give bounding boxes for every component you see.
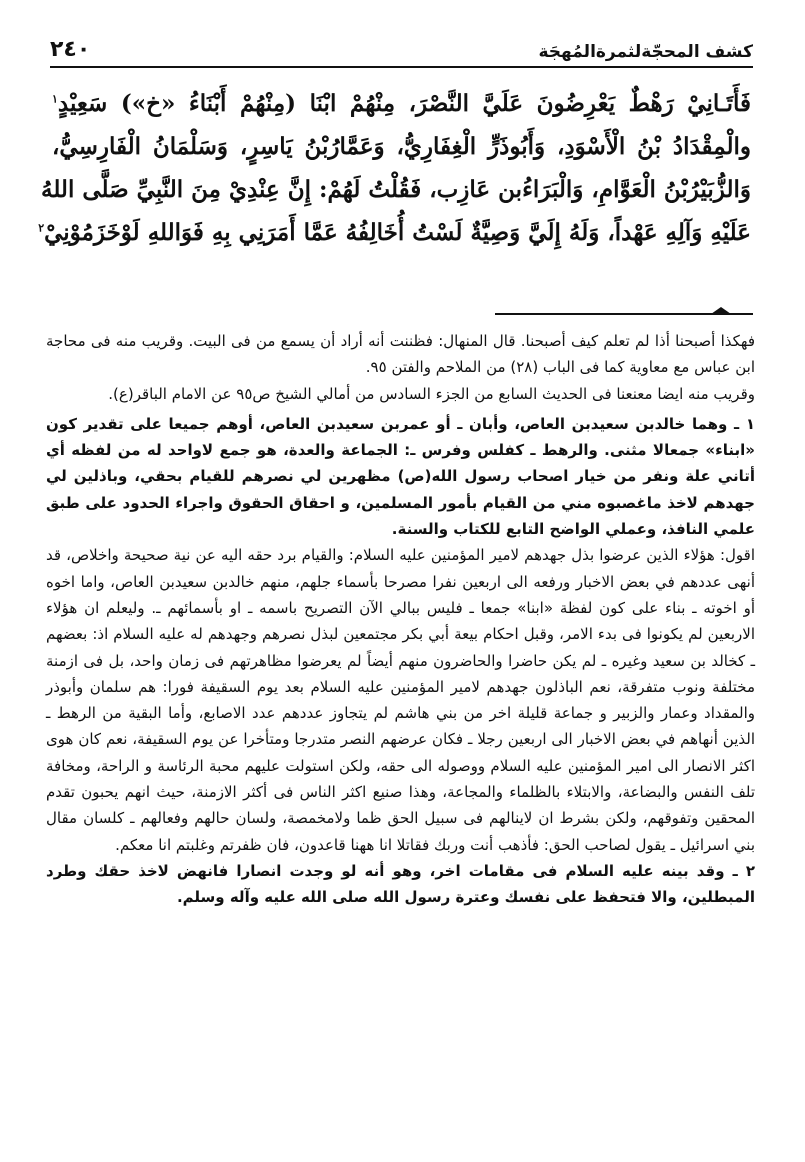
footnote-1-commentary: اقول: هؤلاء الذين عرضوا بذل جهدهم لامير المؤمنين عليه السلام: والقيام برد حقه اليه عن نية صحيحة واخلاص، قد أنهى عددهم في بعض الاخبار ورفعه الى اربعين نفرا مصرحا بأسماء جلهم، منهم خالدبن سعيدبن العاص، واما اخوه أو اخوته ـ بناء على كون لفظة «ابنا» جمعا ـ فليس ببالي الآن التصريح باسمه ـ او بأسمائهم ـ. وليعلم ان هؤلاء الاربعين لم يكونوا فى بدء الامر، وقبل احكام بيعة أبي بكر مجتمعين لبذل نصرهم وجهدهم له عليه السلام اذ: بعضهم ـ كخالد بن سعيد وغيره ـ لم يكن حاضرا والحاضرون منهم أيضاً لم يعرضوا مظاهرتهم فى زمان واحد، بل فى ازمنة مختلفة ونوب متفرقة، نعم الباذلون جهدهم لامير المؤمنين عليه السلام بعد يوم السقيفة فورا: هم سلمان وأبوذر والمقداد وعمار والزبير و جماعة قليلة اخر من بني هاشم لم يتجاوز عددهم عدد الاصابع، وأما البقية من الرهط ـ الذين أنهاهم في بعض الاخبار الى اربعين رجلا ـ فكان عرضهم النصر متدرجا ومتأخرا عن يوم السقيفة، نعم كان هوى اكثر الانصار الى امير المؤمنين عليه السلام ووصوله الى حقه، ولكن استولت عليهم محبة الرئاسة و الراحة، ومخافة تلف النفس والبضاعة، والابتلاء بالظلماء والمجاعة، وهذا صنيع اكثر الناس فى أكثر الازمنة، حيث انهم يحبون تقدم المحقين وتفوقهم، ولكن بشرط ان لاينالهم فى سبيل الحق ظما ولامخمصة، ولسان حالهم وفعالهم ـ كلسان مقال بني اسرائيل ـ يقول لصاحب الحق: فأذهب أنت وربك فقاتلا انا ههنا قاعدون، فان ظفرتم وغلبتم انا معكم.: [46, 546, 755, 854]
main-text-line: عَلَيْهِ وَآلِهِ عَهْداً، وَلَهُ إِلَيَّ وَصِيَّةٌ لَسْتُ أُخَالِفُهُ عَمَّا أَمَرَنِي بِهِ فَوَاللهِ لَوْخَزَمُوْنِيْ$^٢$: [38, 219, 751, 246]
footnote-2-number: ٢ ـ: [732, 861, 755, 880]
running-title: كشف المحجّةلثمرةالمُهجَة: [538, 42, 753, 62]
note-continuation: فهكذا أصبحنا أذا لم تعلم كيف أصبحنا. قال المنهال: فظننت أنه أراد أن يسمع من فى البيت. وقريب منه فى محاجة ابن عباس مع معاوية كما فى الباب (٢٨) من الملاحم والفتن ٩٥.: [46, 332, 755, 377]
footnote-separator-arrow-icon: [711, 307, 731, 314]
footnote-1-number: ١ ـ: [734, 414, 755, 433]
footnote-1: [46, 411, 755, 542]
main-text-line: والْمِقْدَادُ بْنُ الْأَسْوَدِ، وَأَبُوذَرٍّ الْغِفَارِيُّ، وَعَمَّارُبْنُ يَاسِرٍ، وَسَلْمَانُ الْفَارِسِيُّ،: [52, 133, 751, 160]
footnote-1-text: وهما خالدبن سعيدبن العاص، وأبان ـ أو عمربن سعيدبن العاص، أوهم جميعا على تقدير كون «ابناء» جمعالا مثنى. والرهط ـ كفلس وفرس ـ: الجماعة والعدة، هو جمع لاواحد له من لفظه أي أتاني علة ونفر من خيار اصحاب رسول الله(ص) مظهرين لي نصرهم للقيام بحقي، وباذلين لي جهدهم لاخذ ماغصبوه مني من القيام بأمور المسلمين، و احقاق الحقوق واجراء الحدود على طبق علمي النافذ، وعملي الواضح التابع للكتاب والسنة.: [46, 414, 755, 539]
footnote-2: [46, 858, 755, 911]
main-text-line: وَالزُّبَيْرُبْنُ الْعَوَّامِ، وَالْبَرَاءُبن عَازِب، فَقُلْتُ لَهُمْ: إِنَّ عِنْدِيْ مِنَ النَّبِيِّ صَلَّى اللهُ: [40, 176, 751, 203]
note-continuation: وقريب منه ايضا معنعنا فى الحديث السابع من الجزء السادس من أمالي الشيخ ص٩٥ عن الامام الباقر(ع).: [108, 384, 755, 403]
footnotes: [46, 328, 755, 911]
page-header: [50, 30, 753, 68]
main-text: [38, 82, 751, 254]
footnote-marker-2[interactable]: ٢: [38, 221, 45, 235]
footnote-2-text: وقد بينه عليه السلام فى مقامات اخر، وهو أنه لو وجدت انصارا فانهض لاخذ حقك وطرد المبطلين، والا فتحفظ على نفسك وعترة رسول الله صلى الله عليه وآله وسلم.: [46, 861, 755, 907]
main-text-line: فَأَتَـانِيْ رَهْطٌ يَعْرِضُونَ عَلَيَّ النَّصْرَ، مِنْهُمْ ابْنَا (مِنْهُمْ أَبْنَاءُ «خ») سَعِيْدٍ$^١$: [52, 90, 751, 117]
page-number: ٢٤٠: [50, 37, 91, 62]
footnote-marker-1[interactable]: ١: [52, 92, 58, 106]
